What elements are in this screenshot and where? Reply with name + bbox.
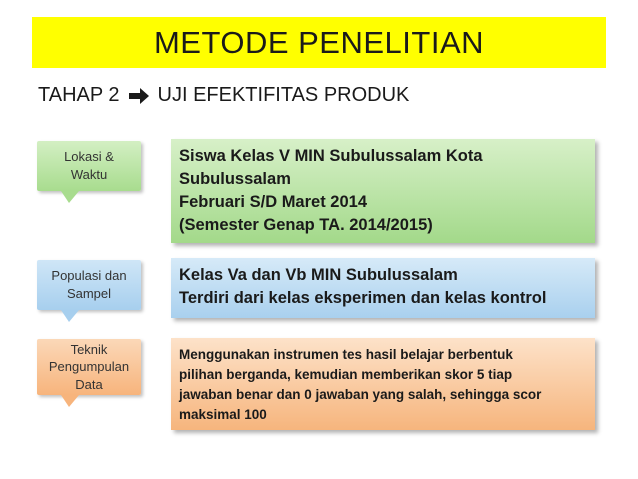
- label-line: Teknik: [70, 341, 108, 357]
- label-line: Waktu: [70, 167, 108, 182]
- content-line: Terdiri dari kelas eksperimen dan kelas kontrol: [179, 289, 547, 307]
- content-populasi-sampel: [171, 258, 595, 318]
- callout-tail: [61, 395, 79, 407]
- content-line: jawaban benar dan 0 jawaban yang salah, sehingga scor: [179, 387, 542, 402]
- callout-tail: [61, 191, 79, 203]
- content-lokasi-waktu: [171, 139, 595, 243]
- subtitle-stage: TAHAP 2: [38, 84, 120, 106]
- content-line: Subulussalam: [179, 170, 291, 188]
- content-line: (Semester Genap TA. 2014/2015): [179, 216, 433, 234]
- label-line: Populasi dan: [51, 268, 127, 284]
- label-line: Sampel: [66, 286, 112, 301]
- content-teknik-pengumpulan: [171, 338, 595, 430]
- subtitle: [38, 84, 409, 107]
- subtitle-topic: UJI EFEKTIFITAS PRODUK: [157, 84, 410, 106]
- content-line: Menggunakan instrumen tes hasil belajar berbentuk: [179, 347, 513, 362]
- content-line: Kelas Va dan Vb MIN Subulussalam: [179, 266, 458, 284]
- label-teknik-pengumpulan: [37, 339, 141, 395]
- arrow-right-icon: [128, 87, 150, 105]
- content-line: maksimal 100: [179, 407, 267, 422]
- label-line: Data: [75, 376, 103, 392]
- content-line: Siswa Kelas V MIN Subulussalam Kota: [179, 147, 483, 165]
- content-line: Februari S/D Maret 2014: [179, 193, 367, 211]
- label-populasi-sampel: [37, 260, 141, 310]
- label-line: Pengumpulan: [48, 359, 130, 375]
- label-line: Lokasi &: [64, 149, 114, 165]
- callout-tail: [61, 310, 79, 322]
- page-title: METODE PENELITIAN: [153, 24, 485, 60]
- label-lokasi-waktu: [37, 141, 141, 191]
- content-line: pilihan berganda, kemudian memberikan skor 5 tiap: [179, 367, 513, 382]
- title-banner: [32, 17, 606, 68]
